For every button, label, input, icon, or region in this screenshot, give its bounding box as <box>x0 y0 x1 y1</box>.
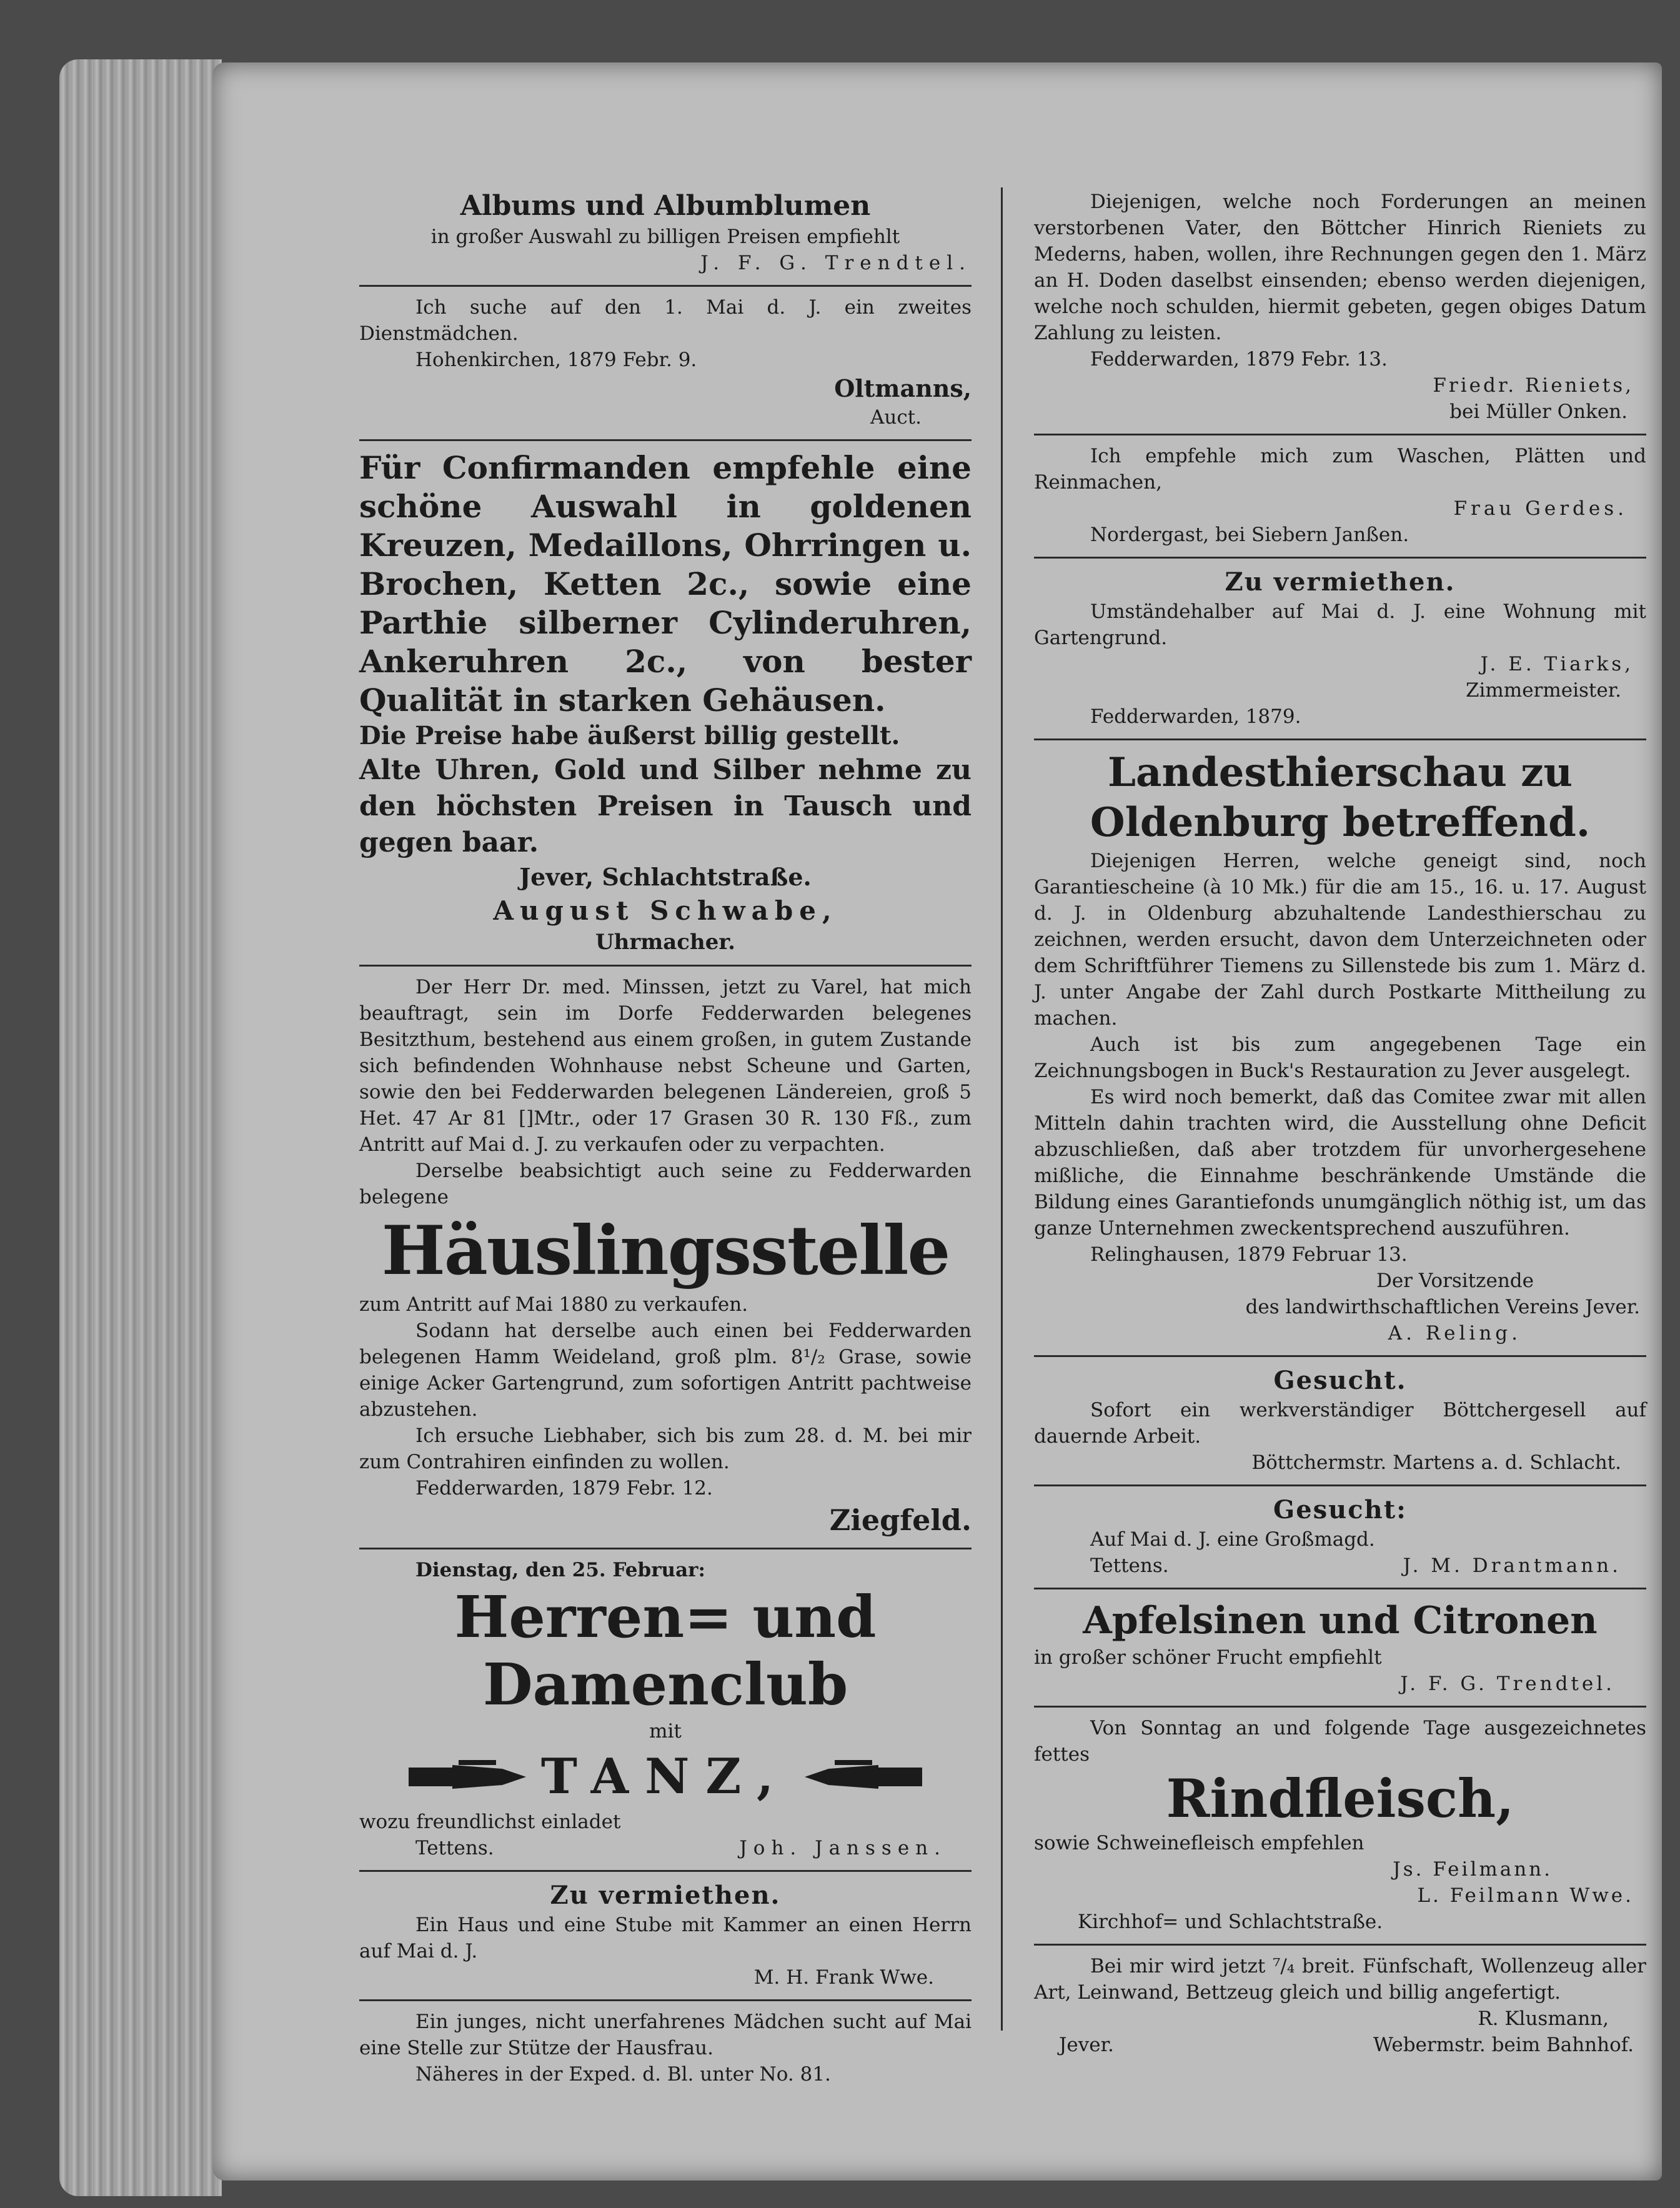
rieniets-signature-2: bei Müller Onken. <box>1449 400 1628 423</box>
konf-text: Für Confirmanden empfehle eine schöne Auswahl in goldenen Kreuzen, Medaillons, Ohrringen u. Brochen, Ketten 2c., sowie eine Parthie silberner Cylinderuhren, Ankeruhren 2c., von bester Qualität in starken Gehäusen. <box>359 449 972 719</box>
rind-address: Kirchhof= und Schlachtstraße. <box>1078 1911 1383 1933</box>
albums-line: in großer Auswahl zu billigen Preisen empfiehlt <box>430 226 900 248</box>
club-title: Herren= und Damenclub <box>454 1583 877 1718</box>
vermieten-right-signature: J. E. Tiarks, <box>1480 653 1634 675</box>
apfel-signature: J. F. G. Trendtel. <box>1400 1673 1615 1695</box>
rieniets-place: Fedderwarden, 1879 Febr. 13. <box>1090 348 1388 370</box>
maedchen-text: Ein junges, nicht unerfahrenes Mädchen sucht auf Mai eine Stelle zur Stütze der Hausfrau. <box>359 2011 972 2059</box>
right-column <box>1034 181 1646 2067</box>
minssen-p1: Der Herr Dr. med. Minssen, jetzt zu Varel, hat mich beauftragt, sein im Dorfe Fedderwarden belegenes Besitzthum, bestehend aus einem großen, in gutem Zustande sich befindenden Wohnhause nebst Scheune und Garten, sowie den bei Fedderwarden belegenen Ländereien, groß 5 Het. 47 Ar 81 []Mtr., oder 17 Grasen 30 R. 130 Fß., zum Antritt auf Mai d. J. zu verkaufen oder zu verpachten. <box>359 976 972 1156</box>
gerdes-signature: Frau Gerdes. <box>1453 497 1628 520</box>
klusmann-place: Jever. <box>1059 2034 1114 2056</box>
minssen-p5: Ich ersuche Liebhaber, sich bis zum 28. d. M. bei mir zum Contrahiren einfinden zu wollen. <box>359 1425 972 1473</box>
vermieten-left-text: Ein Haus und eine Stube mit Kammer an einen Herrn auf Mai d. J. <box>359 1914 972 1962</box>
klusmann-role: Webermstr. beim Bahnhof. <box>1373 2034 1634 2056</box>
pointing-hand-left-icon <box>803 1760 922 1794</box>
vermieten-right-text: Umständehalber auf Mai d. J. eine Wohnung mit Gartengrund. <box>1034 600 1646 649</box>
rind-sig1: Js. Feilmann. <box>1393 1858 1553 1881</box>
ad-gerdes <box>1034 435 1646 559</box>
book-page-edges <box>59 59 222 2196</box>
vermieten-left-title: Zu vermiethen. <box>550 1881 781 1910</box>
dienst-place: Hohenkirchen, 1879 Febr. 9. <box>415 349 697 371</box>
column-divider <box>1001 187 1003 2031</box>
left-column <box>359 181 972 2096</box>
albums-signature: J. F. G. Trendtel. <box>700 252 972 274</box>
ad-klusmann <box>1034 1946 1646 2067</box>
ad-vermieten-right <box>1034 559 1646 740</box>
rind-text: Von Sonntag an und folgende Tage ausgezeichnetes fettes <box>1034 1717 1646 1766</box>
ad-apfelsinen <box>1034 1589 1646 1708</box>
tierschau-p1: Diejenigen Herren, welche geneigt sind, noch Garantiescheine (à 10 Mk.) für die am 15., 16. u. 17. August d. J. in Oldenburg abzuhaltende Landesthierschau zu zeichnen, werden ersucht, davon dem Unterzeichneten oder dem Schriftführer Tiemens zu Sillenstede bis zum 1. März d. J. unter Angabe der Zahl durch Postkarte Mittheilung zu machen. <box>1034 850 1646 1030</box>
minssen-p3: zum Antritt auf Mai 1880 zu verkaufen. <box>359 1293 748 1316</box>
ad-maedchen <box>359 2001 972 2096</box>
ad-gesucht-2 <box>1034 1486 1646 1589</box>
konf-prices: Die Preise habe äußerst billig gestellt. <box>359 721 900 750</box>
tierschau-p3: Es wird noch bemerkt, daß das Comitee zwar mit allen Mitteln dahin trachten wird, die Ausstellung ohne Deficit abzuschließen, daß aber trotzdem für unvorhergesehene mißliche, die Einnahme beschränkende Umstände die Bildung eines Garantiefonds unumgänglich nöthig ist, um das ganze Unternehmen zweckentsprechend auszuführen. <box>1034 1086 1646 1240</box>
rieniets-signature: Friedr. Rieniets, <box>1433 374 1634 397</box>
dienst-signature: Oltmanns, <box>834 374 972 402</box>
gesucht2-place: Tettens. <box>1090 1554 1169 1577</box>
ad-confirmanden <box>359 441 972 967</box>
klusmann-signature: R. Klusmann, <box>1478 2007 1609 2030</box>
ad-dienstmaedchen <box>359 287 972 441</box>
club-date: Dienstag, den 25. Februar: <box>415 1559 705 1581</box>
tierschau-sig1: Der Vorsitzende <box>1376 1270 1534 1292</box>
gesucht2-signature: J. M. Drantmann. <box>1403 1554 1621 1577</box>
vermieten-right-title: Zu vermiethen. <box>1225 567 1456 597</box>
tanz-row <box>359 1748 972 1805</box>
pointing-hand-right-icon <box>409 1760 527 1794</box>
rind-line: sowie Schweinefleisch empfehlen <box>1034 1832 1364 1854</box>
club-line: wozu freundlichst einladet <box>359 1811 621 1833</box>
gesucht1-text: Sofort ein werkverständiger Böttchergesell auf dauernde Arbeit. <box>1034 1399 1646 1448</box>
ad-albums <box>359 181 972 287</box>
gesucht1-signature: Böttchermstr. Martens a. d. Schlacht. <box>1251 1451 1621 1474</box>
ad-tierschau <box>1034 740 1646 1357</box>
konf-gold: Alte Uhren, Gold und Silber nehme zu den höchsten Preisen in Tausch und gegen baar. <box>359 754 972 858</box>
tierschau-place: Relinghausen, 1879 Februar 13. <box>1090 1243 1408 1266</box>
apfel-line: in großer schöner Frucht empfiehlt <box>1034 1646 1382 1669</box>
vermieten-right-role: Zimmermeister. <box>1465 679 1621 702</box>
ad-gesucht-1 <box>1034 1357 1646 1486</box>
minssen-signature: Ziegfeld. <box>829 1503 972 1537</box>
klusmann-text: Bei mir wird jetzt ⁷/₄ breit. Fünfschaft, Wollenzeug aller Art, Leinwand, Bettzeug gleich und billig angefertigt. <box>1034 1955 1646 2004</box>
gesucht2-text: Auf Mai d. J. eine Großmagd. <box>1090 1528 1375 1551</box>
vermieten-right-place: Fedderwarden, 1879. <box>1090 705 1301 728</box>
ad-damenclub <box>359 1549 972 1872</box>
apfel-title: Apfelsinen und Citronen <box>1083 1599 1598 1643</box>
konf-signature: August Schwabe, <box>493 895 838 926</box>
maedchen-line: Näheres in der Exped. d. Bl. unter No. 81. <box>415 2063 831 2086</box>
konf-place: Jever, Schlachtstraße. <box>519 863 812 891</box>
dienst-role: Auct. <box>870 406 922 429</box>
tanz-text: TANZ, <box>540 1748 790 1805</box>
club-mit: mit <box>649 1720 682 1743</box>
rind-headline: Rindfleisch, <box>1166 1768 1514 1829</box>
tierschau-sig2: des landwirthschaftlichen Vereins Jever. <box>1245 1296 1640 1318</box>
tierschau-p2: Auch ist bis zum angegebenen Tage ein Zeichnungsbogen in Buck's Restauration zu Jever ausgelegt. <box>1034 1033 1646 1082</box>
ad-rindfleisch <box>1034 1708 1646 1946</box>
minssen-headline: Häuslingsstelle <box>381 1211 950 1290</box>
rind-sig2: L. Feilmann Wwe. <box>1417 1884 1634 1907</box>
gerdes-line: Nordergast, bei Siebern Janßen. <box>1090 524 1409 546</box>
ad-rieniets <box>1034 181 1646 435</box>
vermieten-left-signature: M. H. Frank Wwe. <box>753 1966 934 1989</box>
minssen-place: Fedderwarden, 1879 Febr. 12. <box>415 1477 713 1499</box>
gesucht2-title: Gesucht: <box>1273 1495 1407 1524</box>
tierschau-sig3: A. Reling. <box>1388 1322 1521 1345</box>
tierschau-title: Landesthierschau zu Oldenburg betreffend. <box>1090 749 1591 846</box>
ad-vermieten-left <box>359 1872 972 2001</box>
dienst-text: Ich suche auf den 1. Mai d. J. ein zweites Dienstmädchen. <box>359 296 972 345</box>
gesucht1-title: Gesucht. <box>1273 1366 1407 1395</box>
minssen-p2: Derselbe beabsichtigt auch seine zu Fedderwarden belegene <box>359 1160 972 1208</box>
rieniets-text: Diejenigen, welche noch Forderungen an meinen verstorbenen Vater, den Böttcher Hinrich Rieniets zu Mederns, haben, wollen, ihre Rechnungen gegen den 1. März an H. Doden daselbst einsenden; ebenso werden diejenigen, welche noch schulden, hiermit gebeten, gegen obiges Datum Zahlung zu leisten. <box>1034 191 1646 344</box>
gerdes-text: Ich empfehle mich zum Waschen, Plätten und Reinmachen, <box>1034 445 1646 494</box>
club-signature: Joh. Janssen. <box>739 1837 947 1859</box>
albums-title: Albums und Albumblumen <box>460 190 871 222</box>
ad-minssen <box>359 967 972 1549</box>
konf-role: Uhrmacher. <box>595 930 735 955</box>
minssen-p4: Sodann hat derselbe auch einen bei Fedderwarden belegenen Hamm Weideland, groß plm. 8¹/₂ Grase, sowie einige Acker Gartengrund, zum sofortigen Antritt pachtweise abzustehen. <box>359 1320 972 1421</box>
club-place: Tettens. <box>415 1837 494 1859</box>
